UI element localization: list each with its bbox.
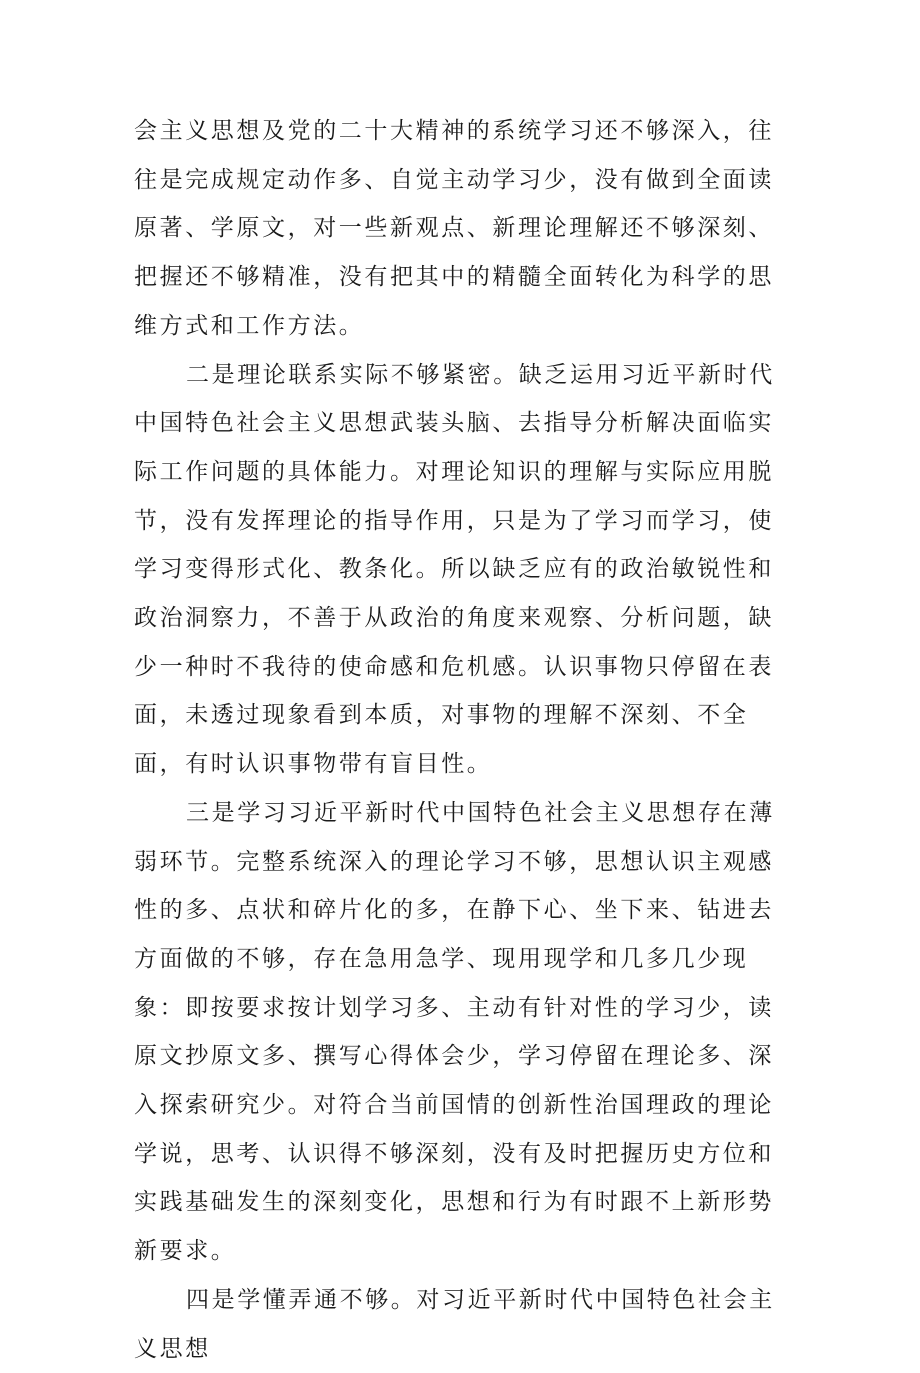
paragraph-point-two: 二是理论联系实际不够紧密。缺乏运用习近平新时代中国特色社会主义思想武装头脑、去指导分析解决面临实际工作问题的具体能力。对理论知识的理解与实际应用脱节，没有发挥理论的指导作用，只是为了学习而学习，使学习变得形式化、教条化。所以缺乏应有的政治敏锐性和政治洞察力，不善于从政治的角度来观察、分析问题，缺少一种时不我待的使命感和危机感。认识事物只停留在表面，未透过现象看到本质，对事物的理解不深刻、不全面，有时认识事物带有盲目性。 bbox=[134, 361, 775, 778]
paragraph-point-three: 三是学习习近平新时代中国特色社会主义思想存在薄弱环节。完整系统深入的理论学习不够，思想认识主观感性的多、点状和碎片化的多，在静下心、坐下来、钻进去方面做的不够，存在急用急学、现用现学和几多几少现象：即按要求按计划学习多、主动有针对性的学习少，读原文抄原文多、撰写心得体会少，学习停留在理论多、深入探索研究少。对符合当前国情的创新性治国理政的理论学说，思考、认识得不够深刻，没有及时把握历史方位和实践基础发生的深刻变化，思想和行为有时跟不上新形势新要求。 bbox=[134, 799, 775, 1265]
document-body bbox=[134, 107, 794, 1373]
paragraph-point-four: 四是学懂弄通不够。对习近平新时代中国特色社会主义思想 bbox=[134, 1286, 775, 1362]
paragraph-continuation: 会主义思想及党的二十大精神的系统学习还不够深入，往往是完成规定动作多、自觉主动学习少，没有做到全面读原著、学原文，对一些新观点、新理论理解还不够深刻、把握还不够精准，没有把其中的精髓全面转化为科学的思维方式和工作方法。 bbox=[134, 118, 774, 339]
